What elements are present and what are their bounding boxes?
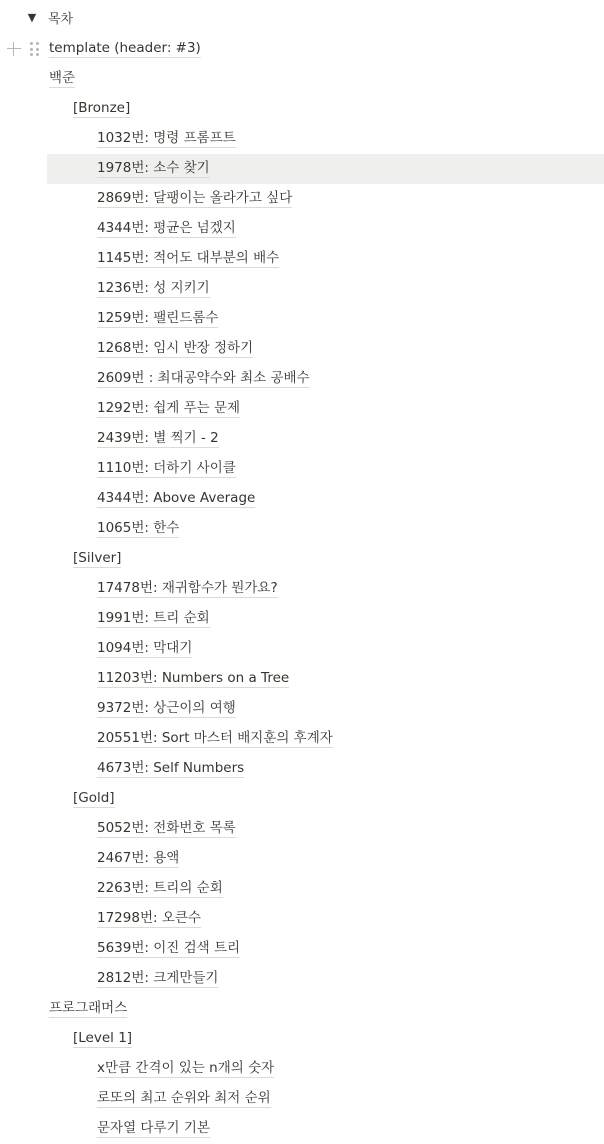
toc-item[interactable] — [0, 364, 604, 394]
toc-item[interactable] — [0, 904, 604, 934]
toc-item[interactable] — [0, 124, 604, 154]
toc-item[interactable] — [0, 244, 604, 274]
toc-item[interactable] — [0, 754, 604, 784]
toc-item-label[interactable]: 1065번: 한수 — [97, 520, 180, 536]
toc-item-label[interactable]: 1991번: 트리 순회 — [97, 610, 210, 626]
toc-item-label[interactable]: 1978번: 소수 찾기 — [97, 160, 210, 176]
toc-item-label[interactable]: 2812번: 크게만들기 — [97, 970, 219, 986]
toc-item[interactable] — [0, 574, 604, 604]
toc-item[interactable] — [0, 604, 604, 634]
toc-item-label[interactable]: 2439번: 별 찍기 - 2 — [97, 430, 219, 446]
toc-item[interactable] — [0, 184, 604, 214]
toc-item-label[interactable]: 2263번: 트리의 순회 — [97, 880, 223, 896]
toc-item-label[interactable]: 5052번: 전화번호 목록 — [97, 820, 236, 836]
toc-toggle[interactable] — [22, 4, 73, 30]
toc-item[interactable] — [0, 34, 604, 64]
toc-item-label[interactable]: 17298번: 오큰수 — [97, 910, 201, 926]
toc-item[interactable] — [0, 964, 604, 994]
toc-item[interactable] — [0, 844, 604, 874]
toc-item[interactable] — [0, 724, 604, 754]
toc-item[interactable] — [0, 664, 604, 694]
toc-item-label[interactable]: [Gold] — [73, 790, 115, 806]
toc-item[interactable] — [0, 514, 604, 544]
toc-item-label[interactable]: 1236번: 성 지키기 — [97, 280, 210, 296]
toc-item-label[interactable]: 2869번: 달팽이는 올라가고 싶다 — [97, 190, 293, 206]
toc-item[interactable] — [0, 1114, 604, 1144]
toc-item[interactable] — [0, 934, 604, 964]
toc-item-label[interactable]: 11203번: Numbers on a Tree — [97, 670, 290, 686]
toc-item[interactable] — [47, 154, 604, 184]
toc-item[interactable] — [0, 1084, 604, 1114]
toc-item-label[interactable]: 4344번: 평균은 넘겠지 — [97, 220, 236, 236]
toc-item-label[interactable]: [Level 1] — [73, 1030, 133, 1046]
toc-item-label[interactable]: 1145번: 적어도 대부분의 배수 — [97, 250, 280, 266]
toc-item[interactable] — [0, 634, 604, 664]
toc-item-label[interactable]: 4344번: Above Average — [97, 490, 256, 506]
toc-item[interactable] — [0, 484, 604, 514]
toc-item[interactable] — [0, 544, 604, 574]
table-of-contents — [0, 34, 604, 1144]
toc-item[interactable] — [0, 214, 604, 244]
toc-item-label[interactable]: 백준 — [49, 70, 76, 86]
toc-item[interactable] — [0, 814, 604, 844]
toc-item-label[interactable]: template (header: #3) — [49, 40, 201, 56]
toc-item-label[interactable]: 20551번: Sort 마스터 배지훈의 후계자 — [97, 730, 333, 746]
toc-item[interactable] — [0, 64, 604, 94]
toc-item[interactable] — [0, 994, 604, 1024]
toc-item-label[interactable]: 1259번: 팰린드롬수 — [97, 310, 219, 326]
toc-item-label[interactable]: 5639번: 이진 검색 트리 — [97, 940, 241, 956]
toc-item-label[interactable]: 1110번: 더하기 사이클 — [97, 460, 236, 476]
toc-item[interactable] — [0, 874, 604, 904]
toc-item-label[interactable]: 4673번: Self Numbers — [97, 760, 245, 776]
toc-item-label[interactable]: 1268번: 임시 반장 정하기 — [97, 340, 254, 356]
toc-item[interactable] — [0, 394, 604, 424]
toc-item[interactable] — [0, 784, 604, 814]
toggle-title: 목차 — [48, 11, 74, 27]
toc-item-label[interactable]: 17478번: 재귀함수가 뭔가요? — [97, 580, 278, 596]
toc-item[interactable] — [0, 1054, 604, 1084]
toc-item-label[interactable]: 2609번 : 최대공약수와 최소 공배수 — [97, 370, 310, 386]
toc-item-label[interactable]: [Bronze] — [73, 100, 131, 116]
toc-item[interactable] — [0, 1024, 604, 1054]
toc-item[interactable] — [0, 274, 604, 304]
toc-item-label[interactable]: 프로그래머스 — [49, 1000, 128, 1016]
toc-item-label[interactable]: 2467번: 용액 — [97, 850, 180, 866]
toc-item-label[interactable]: 1094번: 막대기 — [97, 640, 193, 656]
toc-item[interactable] — [0, 94, 604, 124]
toc-item[interactable] — [0, 454, 604, 484]
toc-item[interactable] — [0, 304, 604, 334]
toc-item-label[interactable]: 1292번: 쉽게 푸는 문제 — [97, 400, 241, 416]
toc-item[interactable] — [0, 334, 604, 364]
toc-item-label[interactable]: 문자열 다루기 기본 — [97, 1120, 210, 1136]
toc-item[interactable] — [0, 424, 604, 454]
toc-item-label[interactable]: [Silver] — [73, 550, 122, 566]
toc-item-label[interactable]: 로또의 최고 순위와 최저 순위 — [97, 1090, 271, 1106]
toc-item-label[interactable]: x만큼 간격이 있는 n개의 숫자 — [97, 1060, 275, 1076]
toc-item-label[interactable]: 1032번: 명령 프롬프트 — [97, 130, 236, 146]
toggle-caret-icon[interactable]: ▼ — [27, 10, 37, 24]
toc-item-label[interactable]: 9372번: 상근이의 여행 — [97, 700, 236, 716]
toc-item[interactable] — [0, 694, 604, 724]
